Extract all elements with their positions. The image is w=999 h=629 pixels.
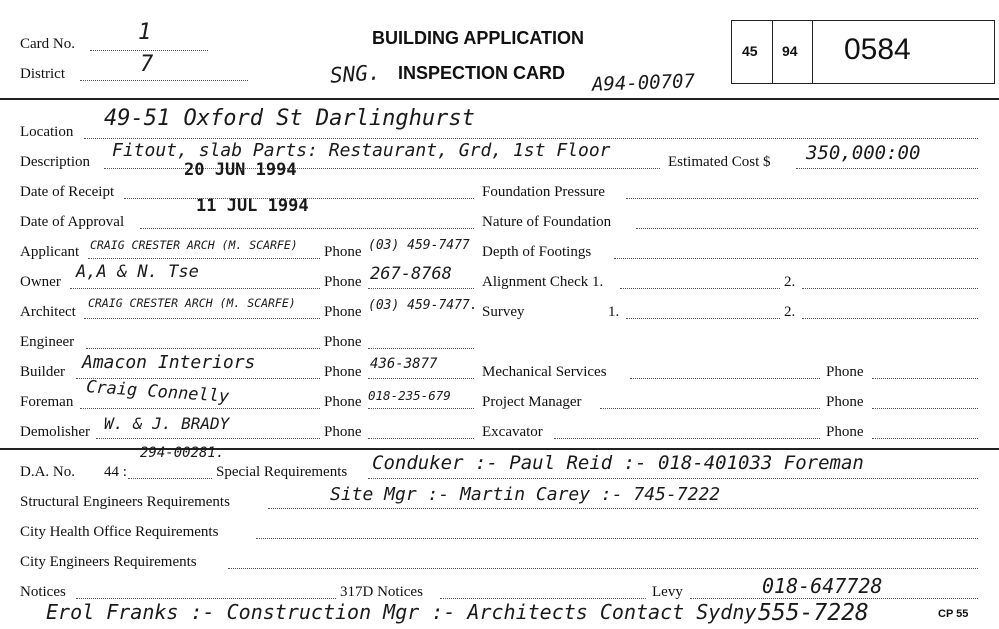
levy-label: Levy — [652, 584, 683, 600]
district-value: 7 — [140, 52, 154, 77]
estimated-cost-value: 350,000:00 — [806, 142, 921, 164]
special-requirements-label: Special Requirements — [216, 464, 348, 480]
survey-2-label: 2. — [784, 304, 796, 320]
project-manager-line — [600, 408, 820, 409]
survey-1-line — [626, 318, 780, 319]
application-number: A94-00707 — [591, 70, 696, 96]
owner-line — [70, 288, 320, 289]
special-requirements-line — [368, 478, 978, 479]
owner-phone-label: Phone — [324, 274, 362, 290]
structural-requirements-line — [268, 508, 978, 509]
applicant-line — [88, 258, 320, 259]
demolisher-line — [96, 438, 320, 439]
owner-phone-line — [368, 288, 474, 289]
applicant-value: CRAIG CRESTER ARCH (M. SCARFE) — [90, 238, 298, 252]
engineer-phone-label: Phone — [324, 334, 362, 350]
builder-phone-line — [368, 378, 474, 379]
health-office-line — [256, 538, 978, 539]
card-no-value: 1 — [138, 20, 152, 45]
title-building-application: BUILDING APPLICATION — [372, 28, 584, 48]
sng-note: SNG. — [329, 60, 382, 88]
excavator-phone-line — [872, 438, 978, 439]
mechanical-services-label: Mechanical Services — [482, 364, 607, 380]
date-approval-label: Date of Approval — [20, 214, 125, 230]
builder-value: Amacon Interiors — [82, 352, 256, 373]
structural-requirements-value: Site Mgr :- Martin Carey :- 745-7222 — [330, 484, 721, 505]
title-inspection-card: INSPECTION CARD — [398, 63, 566, 83]
date-approval-stamp: 11 JUL 1994 — [196, 196, 309, 216]
mechanical-services-line — [630, 378, 820, 379]
description-value: Fitout, slab Parts: Restaurant, Grd, 1st Floor — [112, 140, 611, 161]
survey-1-label: 1. — [608, 304, 620, 320]
survey-label: Survey — [482, 304, 525, 320]
estimated-cost-line — [796, 168, 978, 169]
da-number-prefix: 44 : — [104, 464, 127, 480]
mechanical-phone-line — [872, 378, 978, 379]
applicant-phone-label: Phone — [324, 244, 362, 260]
footer-note: Erol Franks :- Construction Mgr :- Architects Contact Sydny — [46, 600, 757, 624]
date-receipt-label: Date of Receipt — [20, 184, 115, 200]
engineer-label: Engineer — [20, 334, 75, 350]
alignment-check-1-line — [620, 288, 780, 289]
notices-label: Notices — [20, 584, 66, 600]
location-value: 49-51 Oxford St Darlinghurst — [104, 106, 475, 131]
owner-value: A,A & N. Tse — [76, 262, 199, 282]
project-manager-phone-label: Phone — [826, 394, 864, 410]
reference-box-b: 94 — [782, 43, 798, 59]
excavator-line — [554, 438, 820, 439]
builder-label: Builder — [20, 364, 65, 380]
reference-box — [731, 20, 995, 84]
project-manager-label: Project Manager — [482, 394, 582, 410]
engineer-line — [86, 348, 320, 349]
district-line — [80, 80, 248, 81]
foreman-phone-label: Phone — [324, 394, 362, 410]
estimated-cost-label: Estimated Cost $ — [668, 154, 771, 170]
header-divider — [0, 98, 999, 100]
card-no-label: Card No. — [20, 36, 75, 52]
applicant-label: Applicant — [20, 244, 80, 260]
form-code: CP 55 — [938, 608, 969, 620]
district-label: District — [20, 66, 65, 82]
footer-phone: 555-7228 — [758, 600, 869, 626]
reference-box-a: 45 — [742, 43, 758, 59]
demolisher-phone-line — [368, 438, 474, 439]
notices-317d-line — [440, 598, 646, 599]
architect-line — [84, 318, 320, 319]
da-number-label: D.A. No. — [20, 464, 75, 480]
builder-phone-value: 436-3877 — [370, 356, 438, 372]
da-number-value: 294-00281. — [140, 445, 225, 461]
builder-phone-label: Phone — [324, 364, 362, 380]
city-engineers-line — [228, 568, 978, 569]
depth-footings-line — [614, 258, 978, 259]
alignment-check-label: Alignment Check 1. — [482, 274, 604, 290]
date-receipt-stamp: 20 JUN 1994 — [184, 160, 297, 180]
alignment-check-2-label: 2. — [784, 274, 796, 290]
reference-box-c: 0584 — [844, 33, 911, 66]
nature-foundation-line — [636, 228, 978, 229]
card-no-line — [90, 50, 208, 51]
applicant-phone-value: (03) 459-7477 — [368, 238, 470, 253]
health-office-label: City Health Office Requirements — [20, 524, 219, 540]
excavator-phone-label: Phone — [826, 424, 864, 440]
location-line — [84, 138, 978, 139]
demolisher-label: Demolisher — [20, 424, 90, 440]
notices-317d-label: 317D Notices — [340, 584, 423, 600]
foreman-line — [80, 408, 320, 409]
levy-value: 018-647728 — [762, 574, 883, 598]
description-label: Description — [20, 154, 90, 170]
foreman-phone-value: 018-235-679 — [368, 388, 451, 403]
architect-phone-label: Phone — [324, 304, 362, 320]
engineer-phone-line — [368, 348, 474, 349]
structural-requirements-label: Structural Engineers Requirements — [20, 494, 230, 510]
project-manager-phone-line — [872, 408, 978, 409]
alignment-check-2-line — [802, 288, 978, 289]
location-label: Location — [20, 124, 74, 140]
levy-line — [690, 598, 978, 599]
date-approval-line — [140, 228, 474, 229]
survey-2-line — [802, 318, 978, 319]
foundation-pressure-label: Foundation Pressure — [482, 184, 605, 200]
city-engineers-label: City Engineers Requirements — [20, 554, 197, 570]
depth-footings-label: Depth of Footings — [482, 244, 592, 260]
architect-label: Architect — [20, 304, 76, 320]
foreman-phone-line — [368, 408, 474, 409]
notices-line — [76, 598, 336, 599]
foundation-pressure-line — [626, 198, 978, 199]
excavator-label: Excavator — [482, 424, 543, 440]
mechanical-phone-label: Phone — [826, 364, 864, 380]
owner-label: Owner — [20, 274, 61, 290]
owner-phone-value: 267-8768 — [370, 264, 452, 284]
special-requirements-value: Conduker :- Paul Reid :- 018-401033 Foreman — [372, 452, 864, 474]
demolisher-phone-label: Phone — [324, 424, 362, 440]
foreman-label: Foreman — [20, 394, 74, 410]
nature-foundation-label: Nature of Foundation — [482, 214, 612, 230]
foreman-value: Craig Connelly — [85, 377, 230, 407]
architect-phone-value: (03) 459-7477. — [368, 298, 478, 313]
architect-value: CRAIG CRESTER ARCH (M. SCARFE) — [88, 296, 296, 310]
demolisher-value: W. & J. BRADY — [104, 414, 230, 433]
da-number-line — [128, 478, 212, 479]
